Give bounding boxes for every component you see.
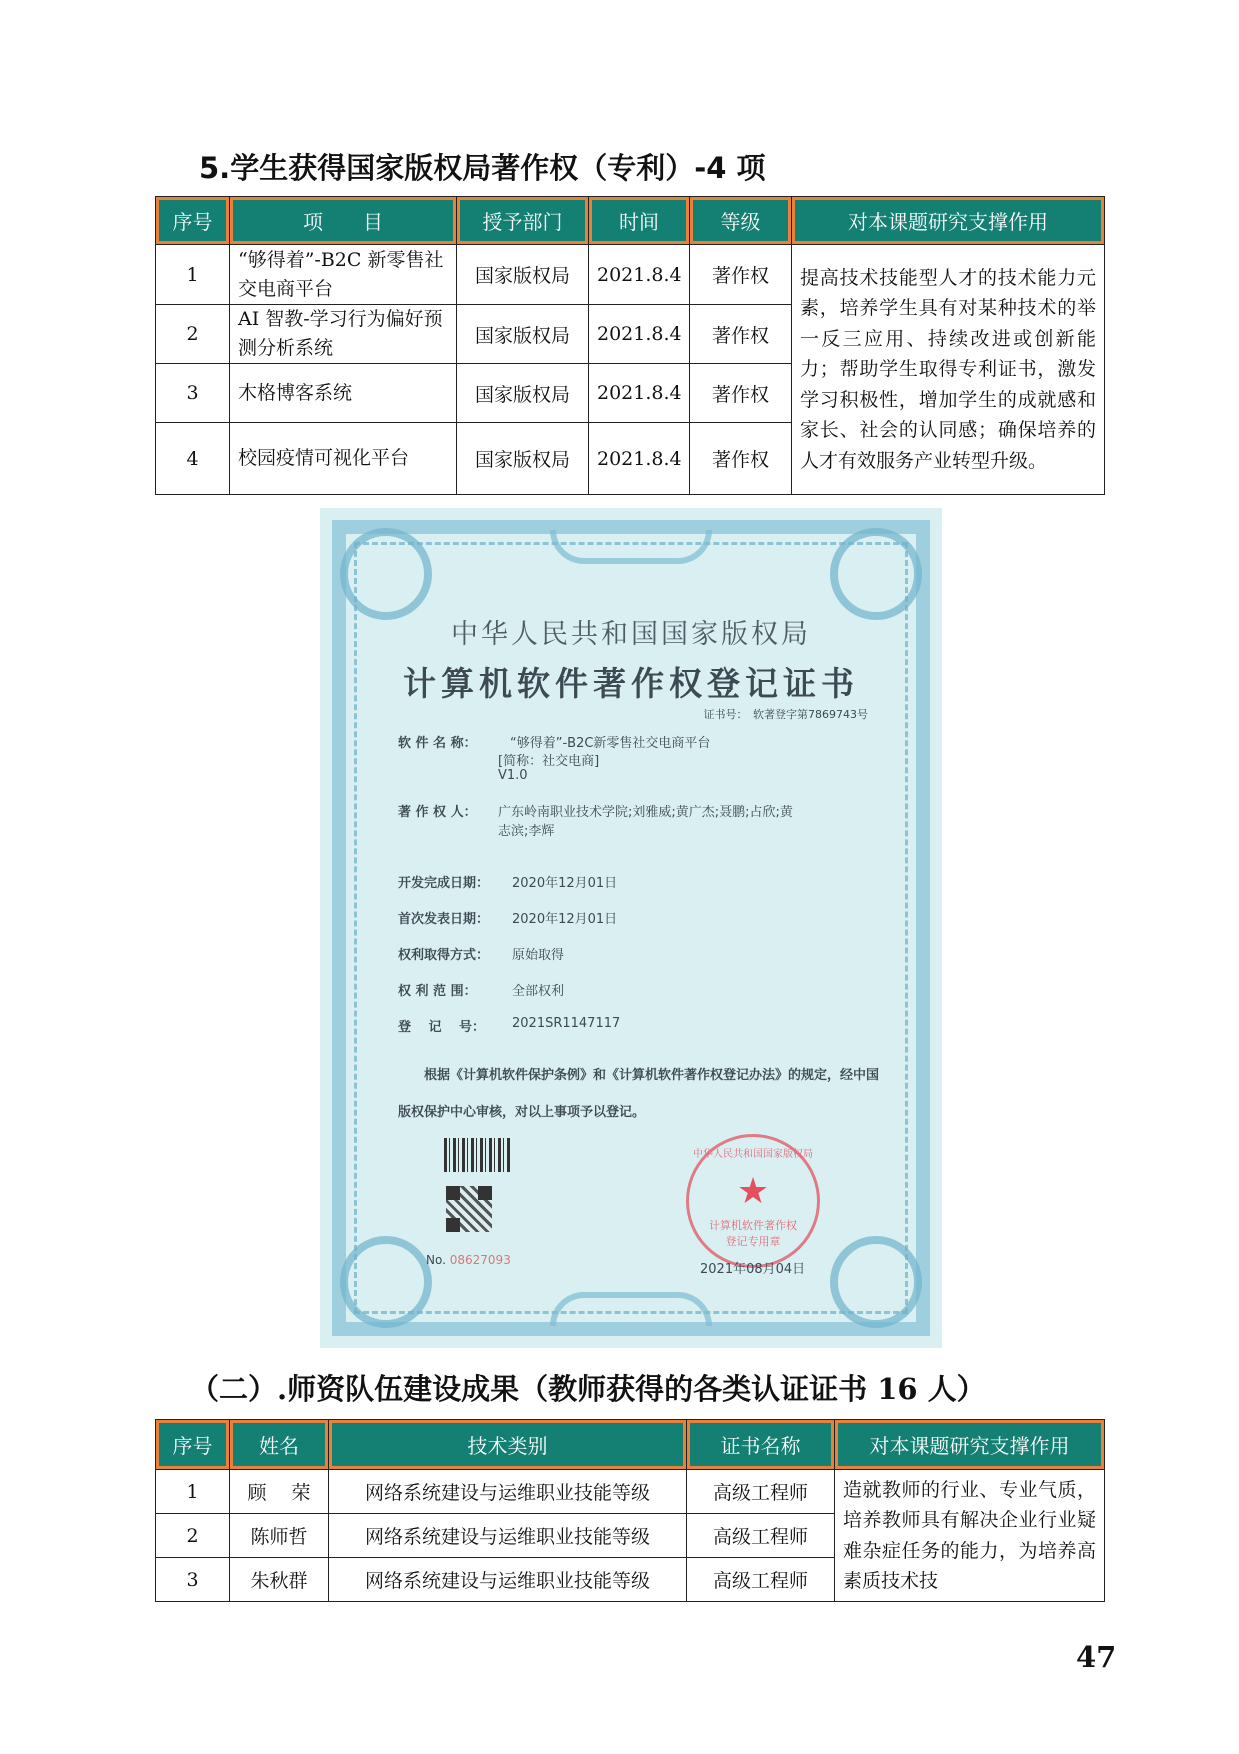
row-no: 3 (156, 364, 230, 423)
row-name: 顾 荣 (230, 1470, 329, 1514)
row-level: 著作权 (690, 305, 792, 364)
corner-ornament (340, 1236, 432, 1328)
rights-scope: 全部权利 (512, 984, 565, 999)
software-name: “够得着”-B2C新零售社交电商平台 (510, 736, 711, 751)
header-category: 技术类别 (329, 1420, 687, 1470)
row-item: AI 智教-学习行为偏好预测分析系统 (230, 305, 457, 364)
row-cert: 高级工程师 (687, 1514, 835, 1558)
row-date: 2021.8.4 (589, 364, 690, 423)
header-level: 等级 (690, 197, 792, 245)
registration-number: 2021SR1147117 (512, 1016, 621, 1031)
owner-line-2: 志滨;李辉 (498, 824, 555, 839)
software-name-label: 软 件 名 称： (398, 736, 477, 751)
barcode (444, 1138, 512, 1172)
seal-ring-text: 中华人民共和国国家版权局 (693, 1149, 813, 1160)
row-cert: 高级工程师 (687, 1558, 835, 1602)
header-date: 时间 (589, 197, 690, 245)
serial-number (426, 1253, 511, 1267)
table-header-row (156, 1420, 1105, 1470)
header-name: 姓名 (230, 1420, 329, 1470)
bottom-ornament (550, 1292, 712, 1326)
header-dept: 授予部门 (457, 197, 589, 245)
table-row (156, 1470, 1105, 1514)
table-row (156, 245, 1105, 305)
software-short-name: [简称：社交电商] (498, 754, 600, 769)
serial-value: 08627093 (449, 1253, 511, 1267)
qr-code (446, 1186, 492, 1232)
support-text: 提高技术技能型人才的技术能力元素，培养学生具有对某种技术的举一反三应用、持续改进或创新能力；帮助学生取得专利证书，激发学习积极性，增加学生的成就感和家长、社会的认同感；确保培养的人才有效服务产业转型升级。 (792, 245, 1105, 495)
serial-prefix: No. (426, 1253, 446, 1267)
row-no: 1 (156, 245, 230, 305)
teacher-cert-table (155, 1419, 1105, 1602)
row-no: 4 (156, 423, 230, 495)
row-date: 2021.8.4 (589, 423, 690, 495)
support-text: 造就教师的行业、专业气质，培养教师具有解决企业行业疑难杂症任务的能力，为培养高素质技术技 (835, 1470, 1105, 1602)
row-no: 3 (156, 1558, 230, 1602)
star-icon: ★ (736, 1171, 770, 1212)
table-header-row (156, 197, 1105, 245)
certificate-issuer: 中华人民共和国国家版权局 (451, 619, 811, 650)
header-no: 序号 (156, 1420, 230, 1470)
row-dept: 国家版权局 (457, 245, 589, 305)
software-version: V1.0 (498, 768, 528, 783)
seal-line-1: 计算机软件著作权 (709, 1219, 797, 1232)
dev-date: 2020年12月01日 (512, 876, 618, 891)
corner-ornament (830, 528, 922, 620)
row-cert: 高级工程师 (687, 1470, 835, 1514)
row-category: 网络系统建设与运维职业技能等级 (329, 1470, 687, 1514)
certificate-basis: 根据《计算机软件保护条例》和《计算机软件著作权登记办法》的规定，经中国版权保护中心审核，对以上事项予以登记。 (398, 1068, 880, 1120)
row-category: 网络系统建设与运维职业技能等级 (329, 1514, 687, 1558)
row-date: 2021.8.4 (589, 245, 690, 305)
row-level: 著作权 (690, 245, 792, 305)
row-dept: 国家版权局 (457, 305, 589, 364)
row-no: 1 (156, 1470, 230, 1514)
section2-title: （二）.师资队伍建设成果（教师获得的各类认证证书 16 人） (190, 1372, 986, 1406)
pub-date-label: 首次发表日期： (398, 912, 490, 927)
acquire-label: 权利取得方式： (398, 948, 490, 963)
header-support: 对本课题研究支撑作用 (835, 1420, 1105, 1470)
corner-ornament (830, 1236, 922, 1328)
reg-no-label: 登 记 号： (398, 1020, 486, 1035)
copyright-certificate-image (320, 508, 942, 1348)
row-item: 校园疫情可视化平台 (230, 423, 457, 495)
section5-title: 5.学生获得国家版权局著作权（专利）-4 项 (199, 151, 766, 185)
header-item: 项 目 (230, 197, 457, 245)
header-no: 序号 (156, 197, 230, 245)
row-level: 著作权 (690, 364, 792, 423)
row-dept: 国家版权局 (457, 364, 589, 423)
row-date: 2021.8.4 (589, 305, 690, 364)
official-seal (686, 1134, 820, 1268)
owner-label: 著 作 权 人： (398, 805, 477, 820)
header-support: 对本课题研究支撑作用 (792, 197, 1105, 245)
certificate-title: 计算机软件著作权登记证书 (403, 664, 859, 703)
row-item: “够得着”-B2C 新零售社交电商平台 (230, 245, 457, 305)
dev-date-label: 开发完成日期： (398, 876, 490, 891)
corner-ornament (340, 528, 432, 620)
issue-date: 2021年08月04日 (700, 1262, 806, 1277)
row-level: 著作权 (690, 423, 792, 495)
header-cert-name: 证书名称 (687, 1420, 835, 1470)
scope-label: 权 利 范 围： (398, 984, 477, 999)
certificate-number: 证书号： 软著登字第7869743号 (703, 708, 868, 721)
seal-line-2: 登记专用章 (725, 1235, 781, 1248)
row-dept: 国家版权局 (457, 423, 589, 495)
row-category: 网络系统建设与运维职业技能等级 (329, 1558, 687, 1602)
top-ornament (550, 530, 712, 564)
row-item: 木格博客系统 (230, 364, 457, 423)
pub-date: 2020年12月01日 (512, 912, 618, 927)
row-name: 朱秋群 (230, 1558, 329, 1602)
acquire-method: 原始取得 (512, 948, 565, 963)
row-no: 2 (156, 305, 230, 364)
page-number: 47 (1076, 1640, 1117, 1674)
owner-line-1: 广东岭南职业技术学院;刘雅威;黄广杰;聂鹏;占欣;黄 (498, 805, 793, 820)
row-no: 2 (156, 1514, 230, 1558)
row-name: 陈师哲 (230, 1514, 329, 1558)
copyright-table (155, 196, 1105, 495)
